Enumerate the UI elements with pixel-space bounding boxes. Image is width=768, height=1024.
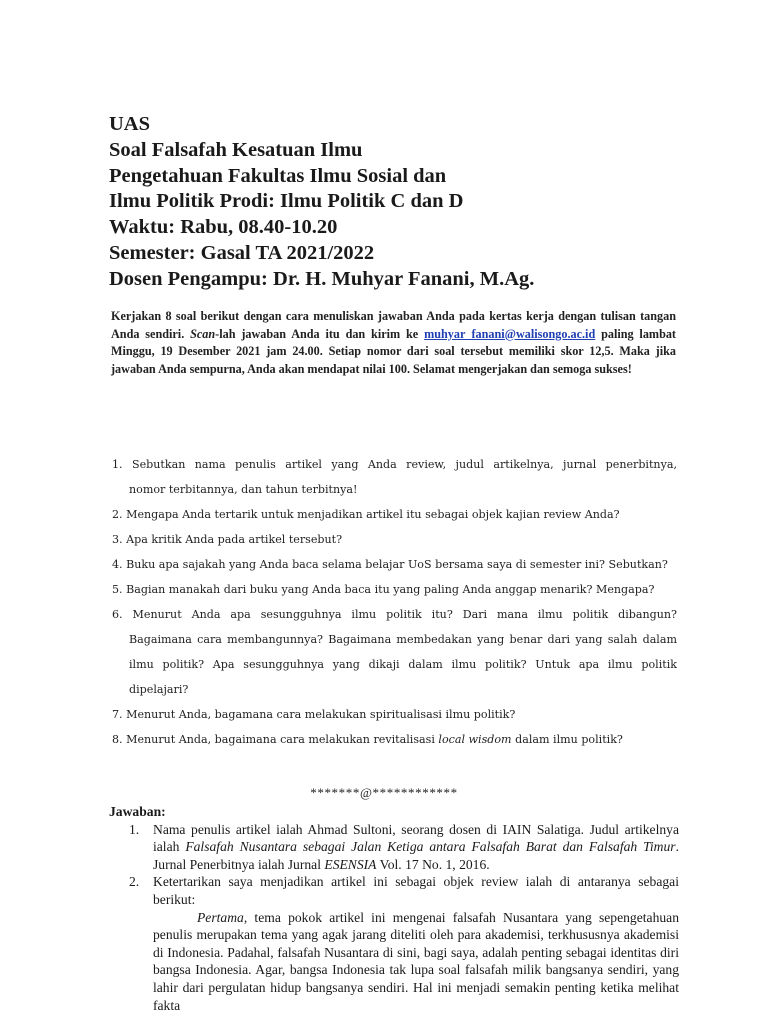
header-line-lecturer: Dosen Pengampu: Dr. H. Muhyar Fanani, M.Ag.	[109, 267, 535, 290]
header-line-uas: UAS	[109, 113, 151, 135]
answer-1-text: Vol. 17 No. 1, 2016.	[376, 856, 490, 872]
answer-item	[109, 821, 679, 874]
answer-2-intro: Ketertarikan saya menjadikan artikel ini sebagai objek review ialah di antaranya sebagai berikut:	[153, 874, 679, 907]
question-item	[112, 602, 677, 702]
instructions-text: Kerjakan 8 soal berikut dengan cara menuliskan jawaban Anda pada kertas kerja dengan tulisan tangan Anda sendiri.	[111, 309, 676, 341]
header-line-semester: Semester: Gasal TA 2021/2022	[109, 241, 375, 264]
instructions-text: paling lambat Minggu, 19 Desember 2021 jam 24.00. Setiap nomor dari soal tersebut memiliki skor 12,5. Maka jika jawaban Anda sempurna, Anda akan mendapat nilai 100. Selamat mengerjakan dan semoga sukses!	[111, 326, 676, 376]
header-line-course: Soal Falsafah Kesatuan Ilmu	[109, 138, 363, 161]
exam-instructions	[111, 308, 676, 378]
header-line-program: Ilmu Politik Prodi: Ilmu Politik C dan D	[109, 190, 464, 213]
question-item	[112, 727, 677, 752]
question-6-text-cont: dipelajari?	[129, 683, 189, 696]
answer-section	[109, 803, 679, 1014]
lecturer-email-link[interactable]: muhyar_fanani@walisongo.ac.id	[424, 326, 596, 341]
question-item: 7. Menurut Anda, bagamana cara melakukan spiritualisasi ilmu politik?	[112, 708, 516, 721]
answer-number: 2.	[129, 874, 140, 890]
question-list	[112, 452, 677, 752]
question-item: 3. Apa kritik Anda pada artikel tersebut?	[112, 533, 343, 546]
question-8-italic: local wisdom	[438, 733, 512, 746]
question-item: 5. Bagian manakah dari buku yang Anda baca itu yang paling Anda anggap menarik? Mengapa?	[112, 583, 655, 596]
question-item: 2. Mengapa Anda tertarik untuk menjadikan artikel itu sebagai objek kajian review Anda?	[112, 508, 620, 521]
question-8-text: dalam ilmu politik?	[511, 733, 623, 746]
answer-1-text: . Jurnal Penerbitnya ialah Jurnal	[153, 839, 679, 872]
question-6-text-cont: ilmu politik? Apa sesungguhnya yang dikaji dalam ilmu politik? Untuk apa ilmu politik	[129, 658, 677, 671]
header-line-faculty: Pengetahuan Fakultas Ilmu Sosial dan	[109, 164, 447, 187]
question-item: 4. Buku apa sajakah yang Anda baca selama belajar UoS bersama saya di semester ini? Sebutkan?	[112, 558, 668, 571]
answer-number: 1.	[129, 821, 140, 837]
question-item	[112, 452, 677, 502]
question-8-text: 8. Menurut Anda, bagaimana cara melakukan revitalisasi	[112, 733, 439, 746]
question-6-text-cont: Bagaimana cara membangunnya? Bagaimana membedakan yang benar dari yang salah dalam	[129, 633, 677, 646]
section-separator: *******@************	[310, 785, 458, 800]
answer-2-paragraph	[153, 909, 679, 1015]
article-title: Falsafah Nusantara sebagai Jalan Ketiga antara Falsafah Barat dan Falsafah Timur	[185, 839, 676, 855]
instructions-scan-word: Scan	[190, 326, 216, 341]
instructions-text: -lah jawaban Anda itu dan kirim ke	[215, 326, 425, 341]
journal-name: ESENSIA	[324, 856, 377, 872]
answers-heading: Jawaban:	[109, 804, 166, 819]
answer-1-text: Nama penulis artikel ialah Ahmad Sultoni, seorang dosen di IAIN Salatiga. Judul artikelnya ialah	[153, 821, 679, 855]
question-1-text-cont: nomor terbitannya, dan tahun terbitnya!	[129, 483, 358, 496]
header-line-time: Waktu: Rabu, 08.40-10.20	[109, 216, 338, 239]
question-1-text: 1. Sebutkan nama penulis artikel yang Anda review, judul artikelnya, jurnal penerbitnya,	[112, 458, 677, 471]
answer-item	[109, 873, 679, 1014]
question-6-text: 6. Menurut Anda apa sesungguhnya ilmu politik itu? Dari mana ilmu politik dibangun?	[112, 608, 677, 621]
answer-2-pertama: Pertama	[197, 909, 244, 925]
exam-header	[109, 112, 729, 293]
answer-2-body: , tema pokok artikel ini mengenai falsafah Nusantara yang sepengetahuan penulis merupakan tema yang agak jarang diteliti oleh para akademisi, terkhususnya akademisi di Indonesia. Padahal, falsafah Nusantara di sini, bagi saya, adalah penting sebagai identitas diri bangsa Indonesia. Agar, bangsa Indonesia tak lupa soal falsafah milik bangsanya sendiri, yang lahir dari pergulatan hidup bangsanya sendiri. Hal ini menjadi semakin penting ketika melihat fakta	[153, 909, 679, 1013]
